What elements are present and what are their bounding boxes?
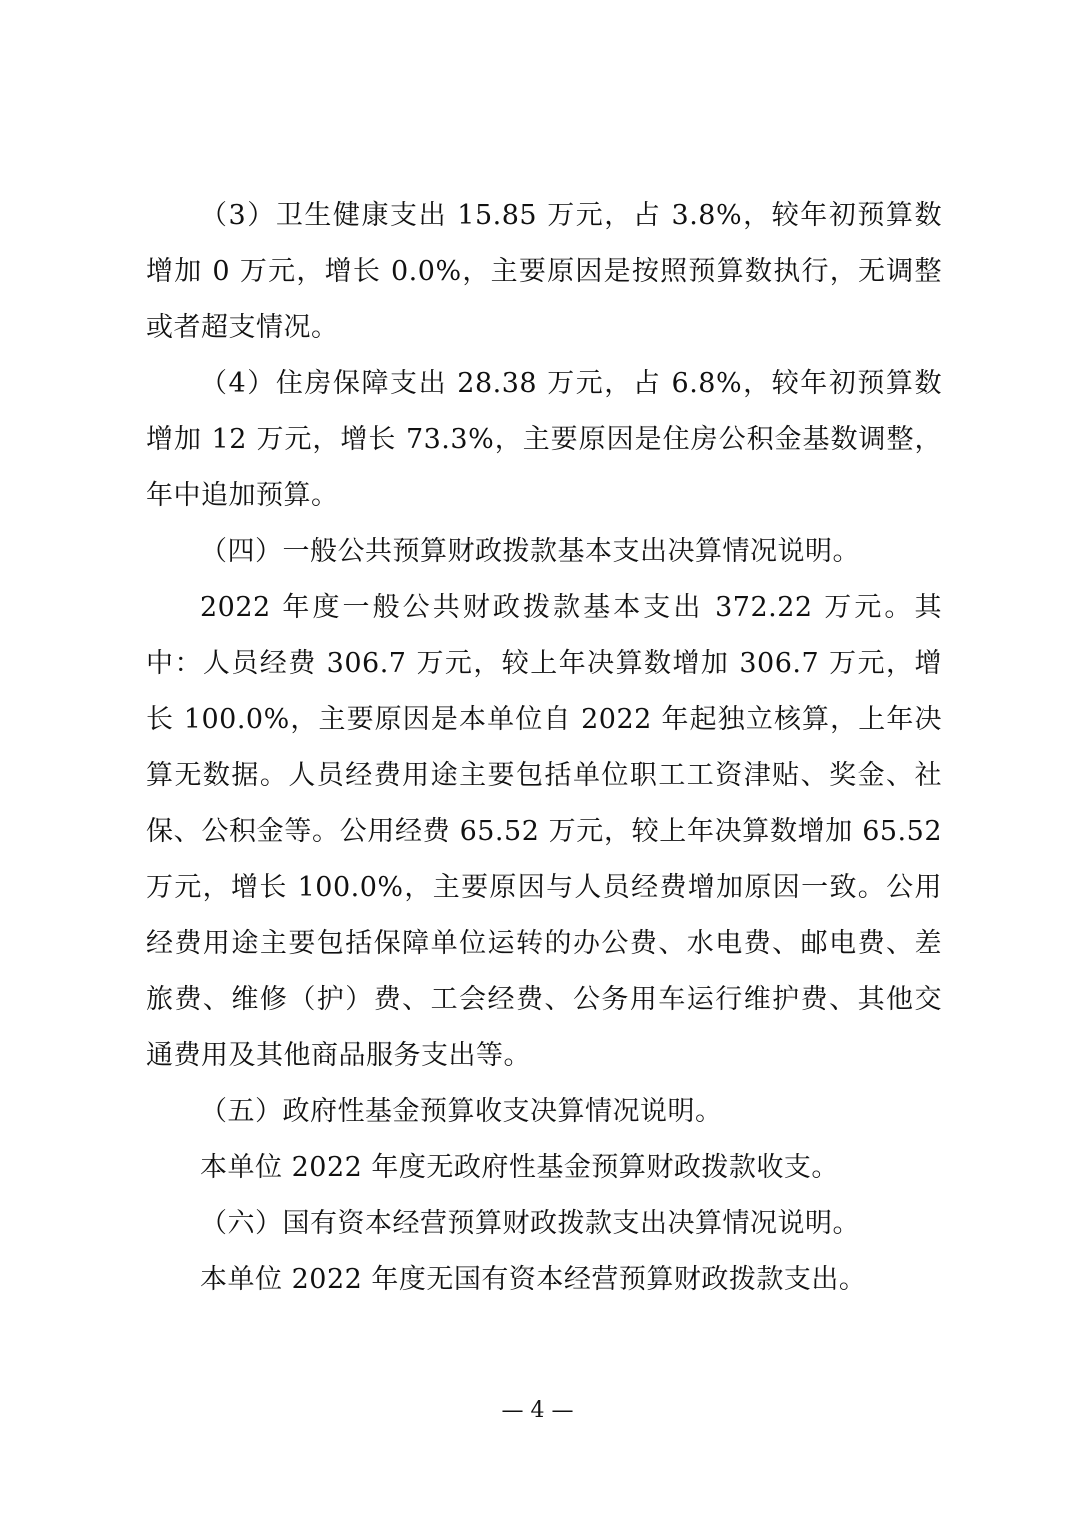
- section-heading-state-capital: （六）国有资本经营预算财政拨款支出决算情况说明。: [200, 1208, 860, 1239]
- paragraph-state-capital: 本单位 2022 年度无国有资本经营预算财政拨款支出。: [200, 1264, 867, 1295]
- paragraph-basic-expenditure: 2022 年度一般公共财政拨款基本支出 372.22 万元。其中：人员经费 306.7 万元，较上年决算数增加 306.7 万元，增长 100.0%，主要原因是本单位自 2022 年起独立核算，上年决算无数据。人员经费用途主要包括单位职工工资津贴、奖金、社保、公积金等。公用经费 65.52 万元，较上年决算数增加 65.52 万元，增长 100.0%，主要原因与人员经费增加原因一致。公用经费用途主要包括保障单位运转的办公费、水电费、邮电费、差旅费、维修（护）费、工会经费、公务用车运行维护费、其他交通费用及其他商品服务支出等。: [146, 592, 942, 1071]
- page-number: — 4 —: [501, 1398, 574, 1423]
- paragraph-government-fund: 本单位 2022 年度无政府性基金预算财政拨款收支。: [200, 1152, 839, 1183]
- section-heading-basic-expenditure: （四）一般公共预算财政拨款基本支出决算情况说明。: [200, 536, 860, 567]
- paragraph-health-expenditure: （3）卫生健康支出 15.85 万元，占 3.8%，较年初预算数增加 0 万元，增长 0.0%，主要原因是按照预算数执行，无调整或者超支情况。: [146, 200, 942, 343]
- paragraph-housing-expenditure: （4）住房保障支出 28.38 万元，占 6.8%，较年初预算数增加 12 万元，增长 73.3%，主要原因是住房公积金基数调整，年中追加预算。: [146, 368, 942, 511]
- page-body: [146, 188, 942, 1308]
- section-heading-government-fund: （五）政府性基金预算收支决算情况说明。: [200, 1096, 723, 1127]
